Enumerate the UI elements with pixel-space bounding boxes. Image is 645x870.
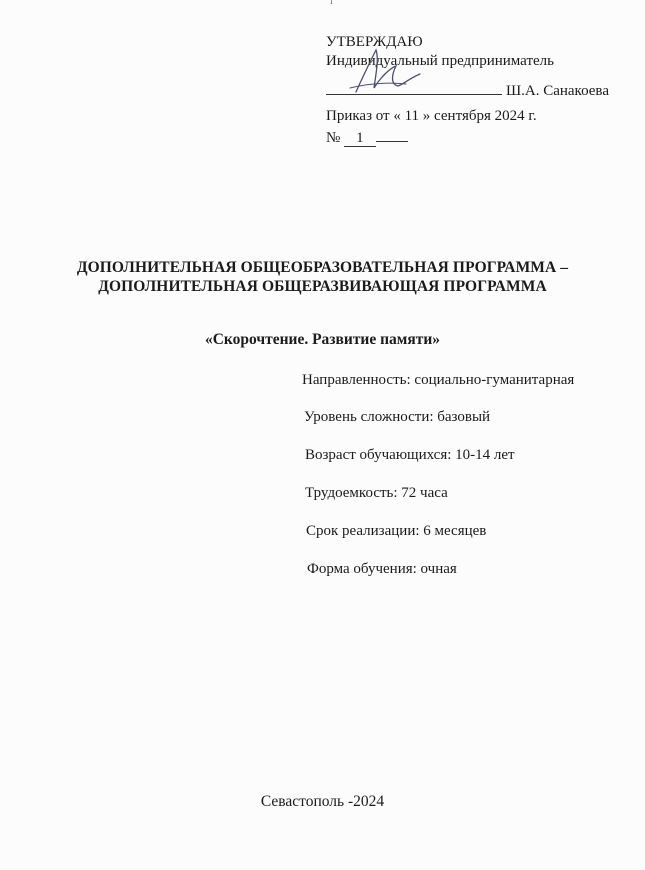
scan-mark: ı — [330, 0, 333, 7]
detail-level: Уровень сложности: базовый — [304, 409, 491, 425]
detail-duration: Срок реализации: 6 месяцев — [306, 523, 487, 539]
detail-form: Форма обучения: очная — [307, 561, 457, 577]
approval-heading: УТВЕРЖДАЮ — [326, 34, 423, 50]
order-number-tail — [376, 141, 408, 142]
order-number — [326, 127, 537, 149]
signature-line — [326, 80, 645, 100]
order-block — [326, 105, 537, 149]
order-number-label: № — [326, 130, 341, 146]
program-title — [0, 258, 645, 296]
signature-underline — [326, 80, 502, 95]
detail-age: Возраст обучающихся: 10-14 лет — [305, 447, 515, 463]
place-year: Севастополь -2024 — [260, 793, 385, 810]
order-number-value: 1 — [344, 130, 376, 147]
program-title-line1: ДОПОЛНИТЕЛЬНАЯ ОБЩЕОБРАЗОВАТЕЛЬНАЯ ПРОГРАММА – — [76, 259, 569, 276]
signer-name: Ш.А. Санакоева — [506, 83, 609, 99]
program-title-line2: ДОПОЛНИТЕЛЬНАЯ ОБЩЕРАЗВИВАЮЩАЯ ПРОГРАММА — [98, 278, 547, 295]
order-date: Приказ от « 11 » сентября 2024 г. — [326, 108, 537, 124]
program-name: «Скорочтение. Развитие памяти» — [204, 331, 441, 348]
detail-hours: Трудоемкость: 72 часа — [305, 485, 448, 501]
detail-direction: Направленность: социально-гуманитарная — [302, 372, 575, 388]
approval-position: Индивидуальный предприниматель — [326, 53, 554, 69]
